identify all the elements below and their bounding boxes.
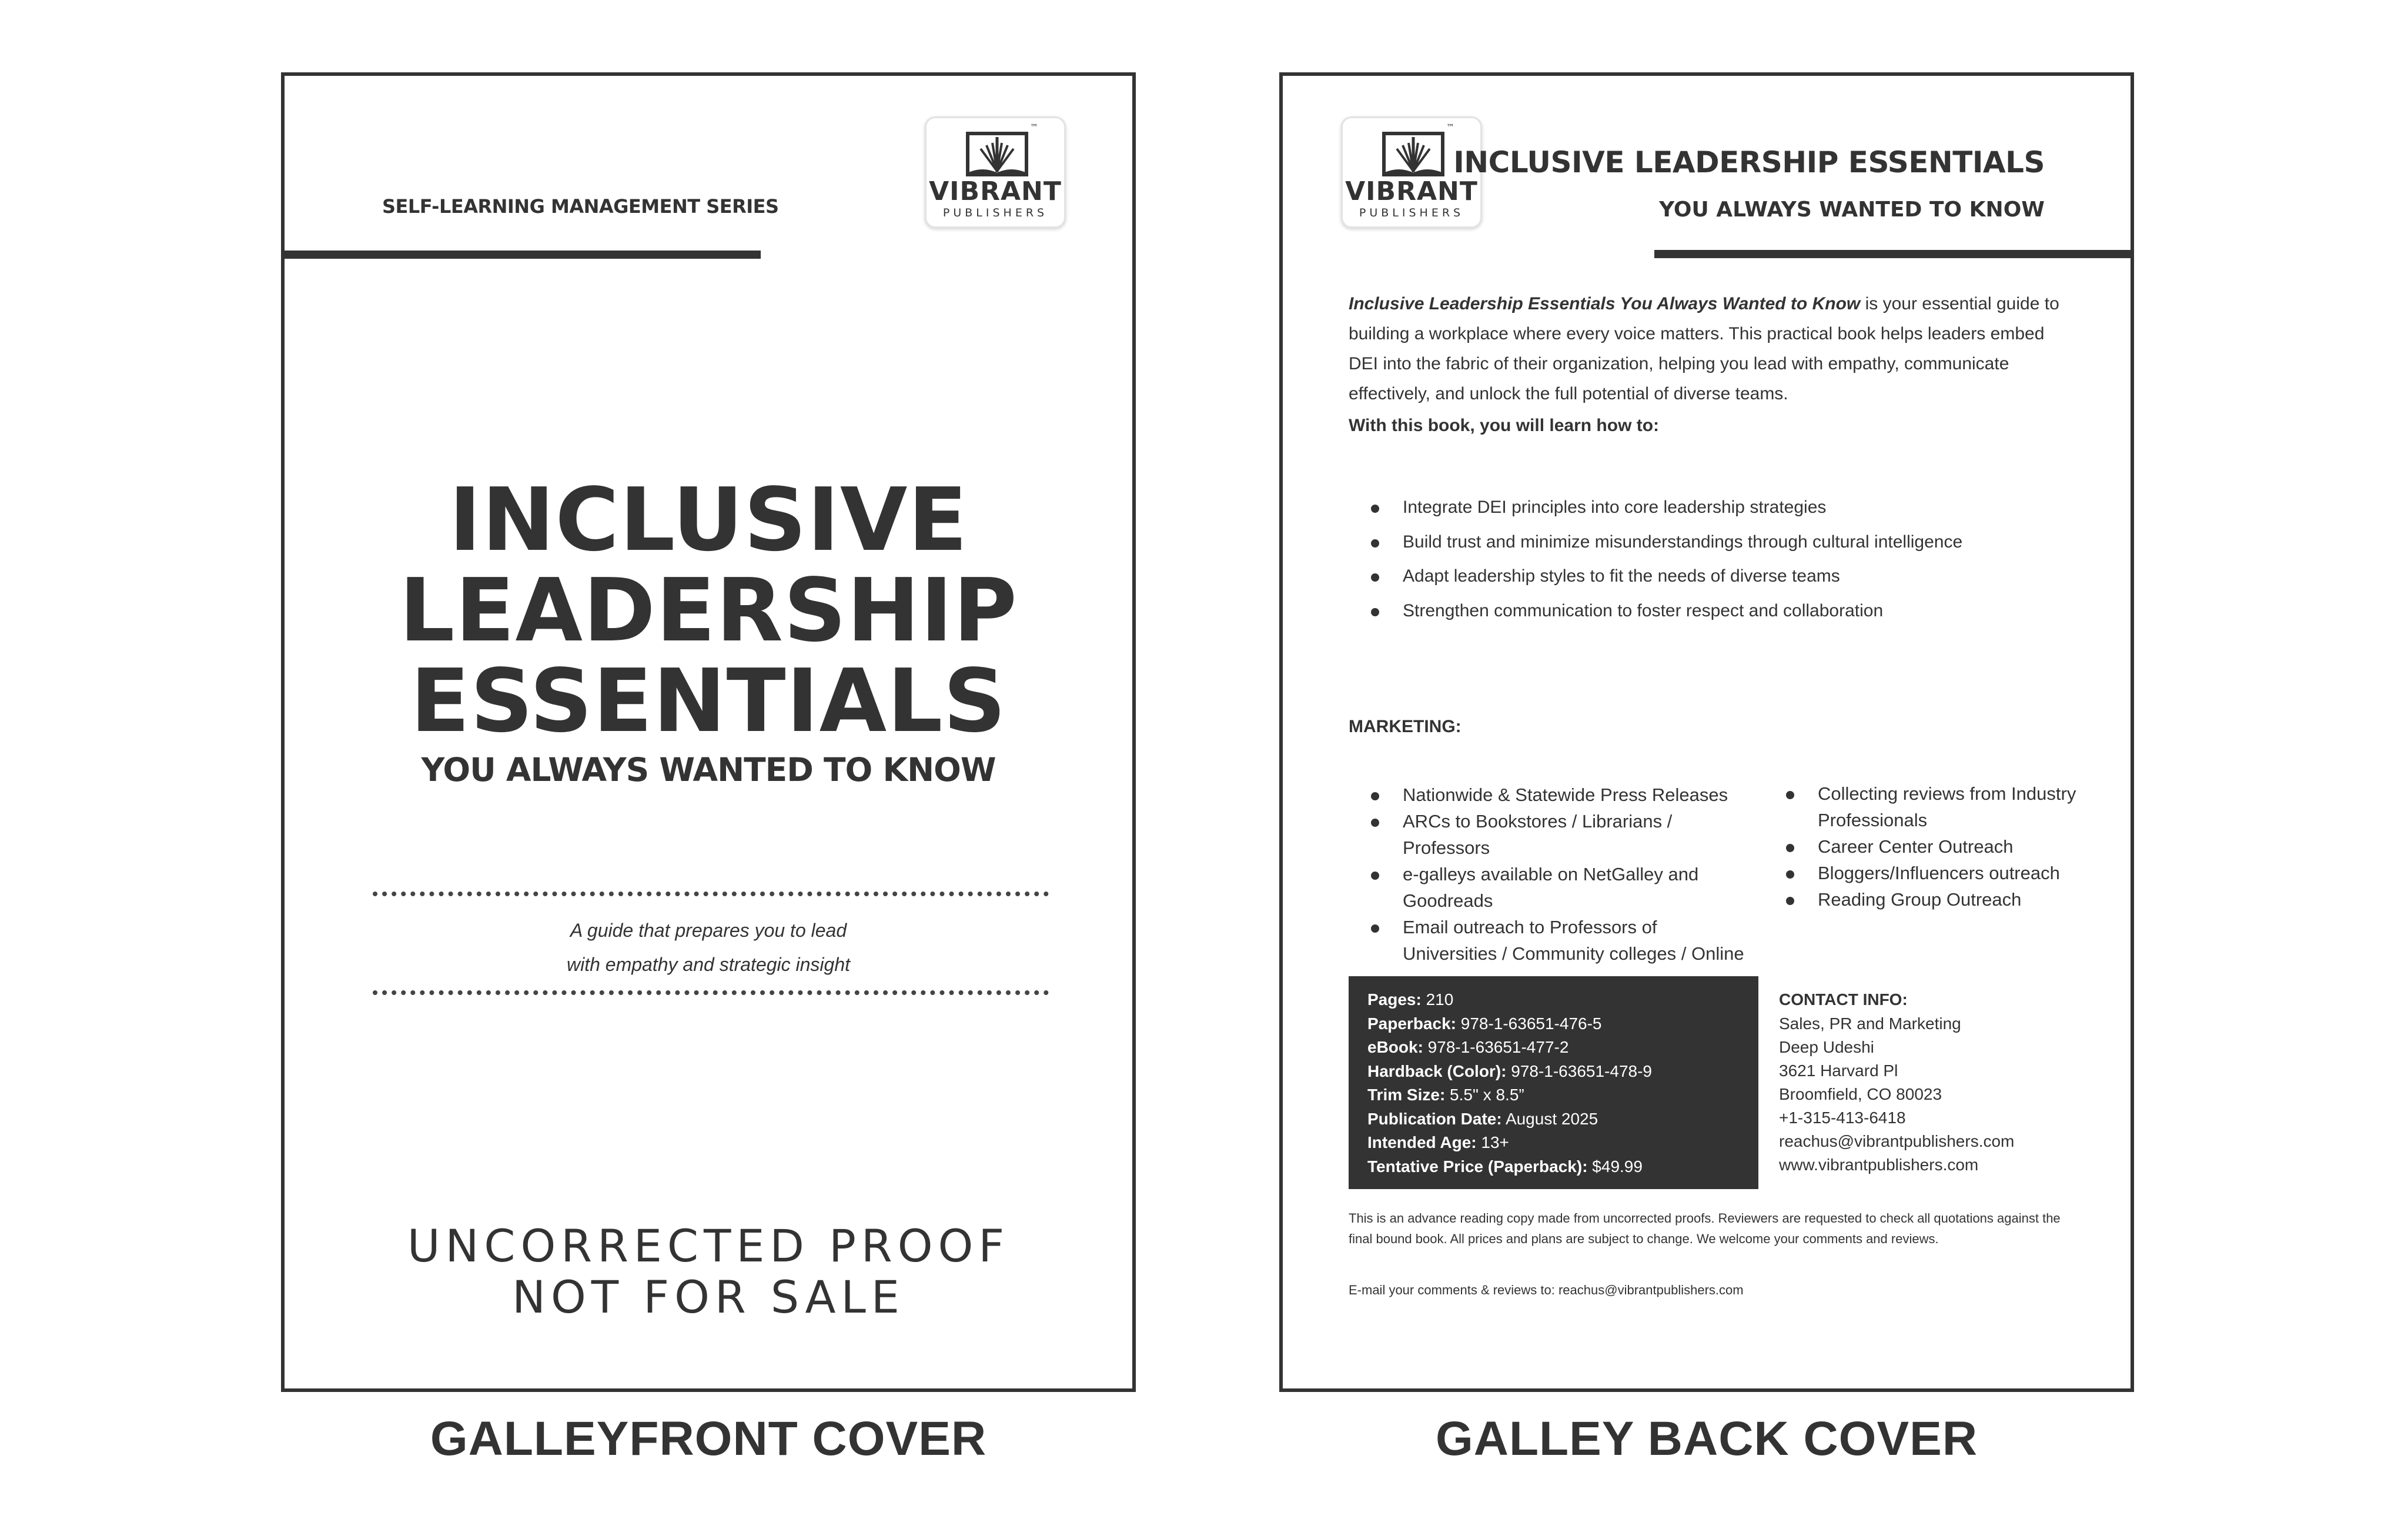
back-title: INCLUSIVE LEADERSHIP ESSENTIALS [1453, 145, 2045, 179]
trademark-mark: ™ [1446, 123, 1454, 132]
spec-price [1367, 1155, 1758, 1179]
logo-subtext: PUBLISHERS [1359, 206, 1464, 219]
spec-ebook [1367, 1036, 1758, 1060]
intro-lead: Inclusive Leadership Essentials You Always Wanted to Know [1349, 294, 1861, 313]
list-item: Email outreach to Professors of Universities / Community colleges / Online [1371, 914, 1747, 993]
spec-label: Hardback (Color): [1367, 1061, 1507, 1080]
back-cover [1279, 72, 2134, 1392]
publisher-logo [925, 116, 1066, 228]
review-email-note: E-mail your comments & reviews to: reachus@vibrantpublishers.com [1349, 1283, 1744, 1297]
marketing-heading: MARKETING: [1349, 717, 1461, 736]
contact-heading: CONTACT INFO: [1779, 990, 1908, 1009]
spec-value: $49.99 [1587, 1157, 1643, 1176]
contact-city: Broomfield, CO 80023 [1779, 1084, 1942, 1103]
title-line-1: INCLUSIVE [449, 469, 968, 570]
spec-paperback [1367, 1012, 1758, 1036]
list-item: Bloggers/Influencers outreach [1786, 860, 2092, 886]
title-line-2: LEADERSHIP [399, 560, 1018, 661]
front-cover-caption: GALLEYFRONT COVER [430, 1412, 987, 1465]
spec-pages [1367, 988, 1758, 1012]
marketing-list-left [1371, 782, 1782, 993]
spec-value: 210 [1421, 990, 1454, 1009]
spec-label: Trim Size: [1367, 1086, 1446, 1104]
tagline-line-2: with empathy and strategic insight [566, 954, 851, 975]
dotted-divider-bottom [373, 990, 1049, 995]
learn-list [1371, 490, 2076, 628]
learn-heading: With this book, you will learn how to: [1349, 416, 1660, 435]
spec-label: Publication Date: [1367, 1109, 1502, 1128]
spec-value: August 2025 [1501, 1109, 1598, 1128]
proof-line-2: NOT FOR SALE [512, 1271, 905, 1323]
spec-trim-size [1367, 1083, 1758, 1107]
contact-street: 3621 Harvard Pl [1779, 1061, 1898, 1080]
spec-value: 978-1-63651-476-5 [1456, 1014, 1602, 1033]
proof-line-1: UNCORRECTED PROOF [407, 1220, 1010, 1272]
back-cover-caption: GALLEY BACK COVER [1435, 1412, 1978, 1465]
spec-intended-age [1367, 1131, 1758, 1155]
spec-label: Intended Age: [1367, 1133, 1477, 1151]
book-specs-box [1349, 976, 1758, 1189]
contact-department: Sales, PR and Marketing [1779, 1014, 1961, 1033]
marketing-list-right [1786, 780, 2092, 913]
logo-subtext: PUBLISHERS [942, 206, 1048, 219]
intro-body: is your essential guide to building a workplace where every voice matters. This practical book helps leaders embed DEI into the fabric of their organization, helping you lead with empathy, communicate effectively, and unlock the full potential of diverse teams. [1349, 294, 2059, 403]
logo-brand: VIBRANT [929, 176, 1062, 206]
list-item: Build trust and minimize misunderstandings through cultural intelligence [1371, 525, 2076, 560]
list-item: Reading Group Outreach [1786, 886, 2092, 913]
contact-name: Deep Udeshi [1779, 1037, 1874, 1056]
header-rule [1654, 250, 2131, 258]
series-label: SELF-LEARNING MANAGEMENT SERIES [382, 195, 779, 218]
open-book-icon [963, 125, 1031, 179]
list-item: e-galleys available on NetGalley and Goodreads [1371, 861, 1747, 914]
tagline-line-1: A guide that prepares you to lead [570, 920, 847, 941]
contact-website: www.vibrantpublishers.com [1779, 1155, 1979, 1174]
spec-label: Pages: [1367, 990, 1422, 1009]
intro-paragraph [1349, 289, 2078, 409]
front-cover [281, 72, 1136, 1392]
spec-label: eBook: [1367, 1038, 1423, 1056]
spec-value: 978-1-63651-478-9 [1506, 1061, 1652, 1080]
contact-info [1779, 988, 2108, 1177]
spec-value: 13+ [1476, 1133, 1509, 1151]
list-item: ARCs to Bookstores / Librarians / Professors [1371, 808, 1747, 861]
spec-label: Tentative Price (Paperback): [1367, 1157, 1588, 1176]
trademark-mark: ™ [1030, 123, 1038, 132]
dotted-divider-top [373, 892, 1049, 896]
contact-phone: +1-315-413-6418 [1779, 1108, 1906, 1127]
list-item: Nationwide & Statewide Press Releases [1371, 782, 1747, 808]
disclaimer: This is an advance reading copy made from uncorrected proofs. Reviewers are requested to check all quotations against the final bound book. All prices and plans are subject to change. We welcome your comments and reviews. [1349, 1211, 2061, 1246]
spec-publication-date [1367, 1107, 1758, 1131]
back-subtitle: YOU ALWAYS WANTED TO KNOW [1659, 198, 2045, 222]
header-rule [285, 251, 761, 259]
contact-email: reachus@vibrantpublishers.com [1779, 1131, 2015, 1150]
list-item: Adapt leadership styles to fit the needs of diverse teams [1371, 559, 2076, 594]
list-item: Strengthen communication to foster respect and collaboration [1371, 594, 2076, 629]
title-line-3: ESSENTIALS [410, 650, 1007, 752]
spec-label: Paperback: [1367, 1014, 1456, 1033]
spec-hardback [1367, 1060, 1758, 1084]
list-item: Integrate DEI principles into core leadership strategies [1371, 490, 2076, 525]
spec-value: 5.5" x 8.5” [1445, 1086, 1524, 1104]
spec-value: 978-1-63651-477-2 [1423, 1038, 1569, 1056]
logo-brand: VIBRANT [1345, 176, 1478, 206]
book-subtitle: YOU ALWAYS WANTED TO KNOW [421, 751, 996, 789]
open-book-icon [1379, 125, 1447, 179]
list-item: Career Center Outreach [1786, 833, 2092, 860]
list-item: Collecting reviews from Industry Professionals [1786, 780, 2092, 833]
